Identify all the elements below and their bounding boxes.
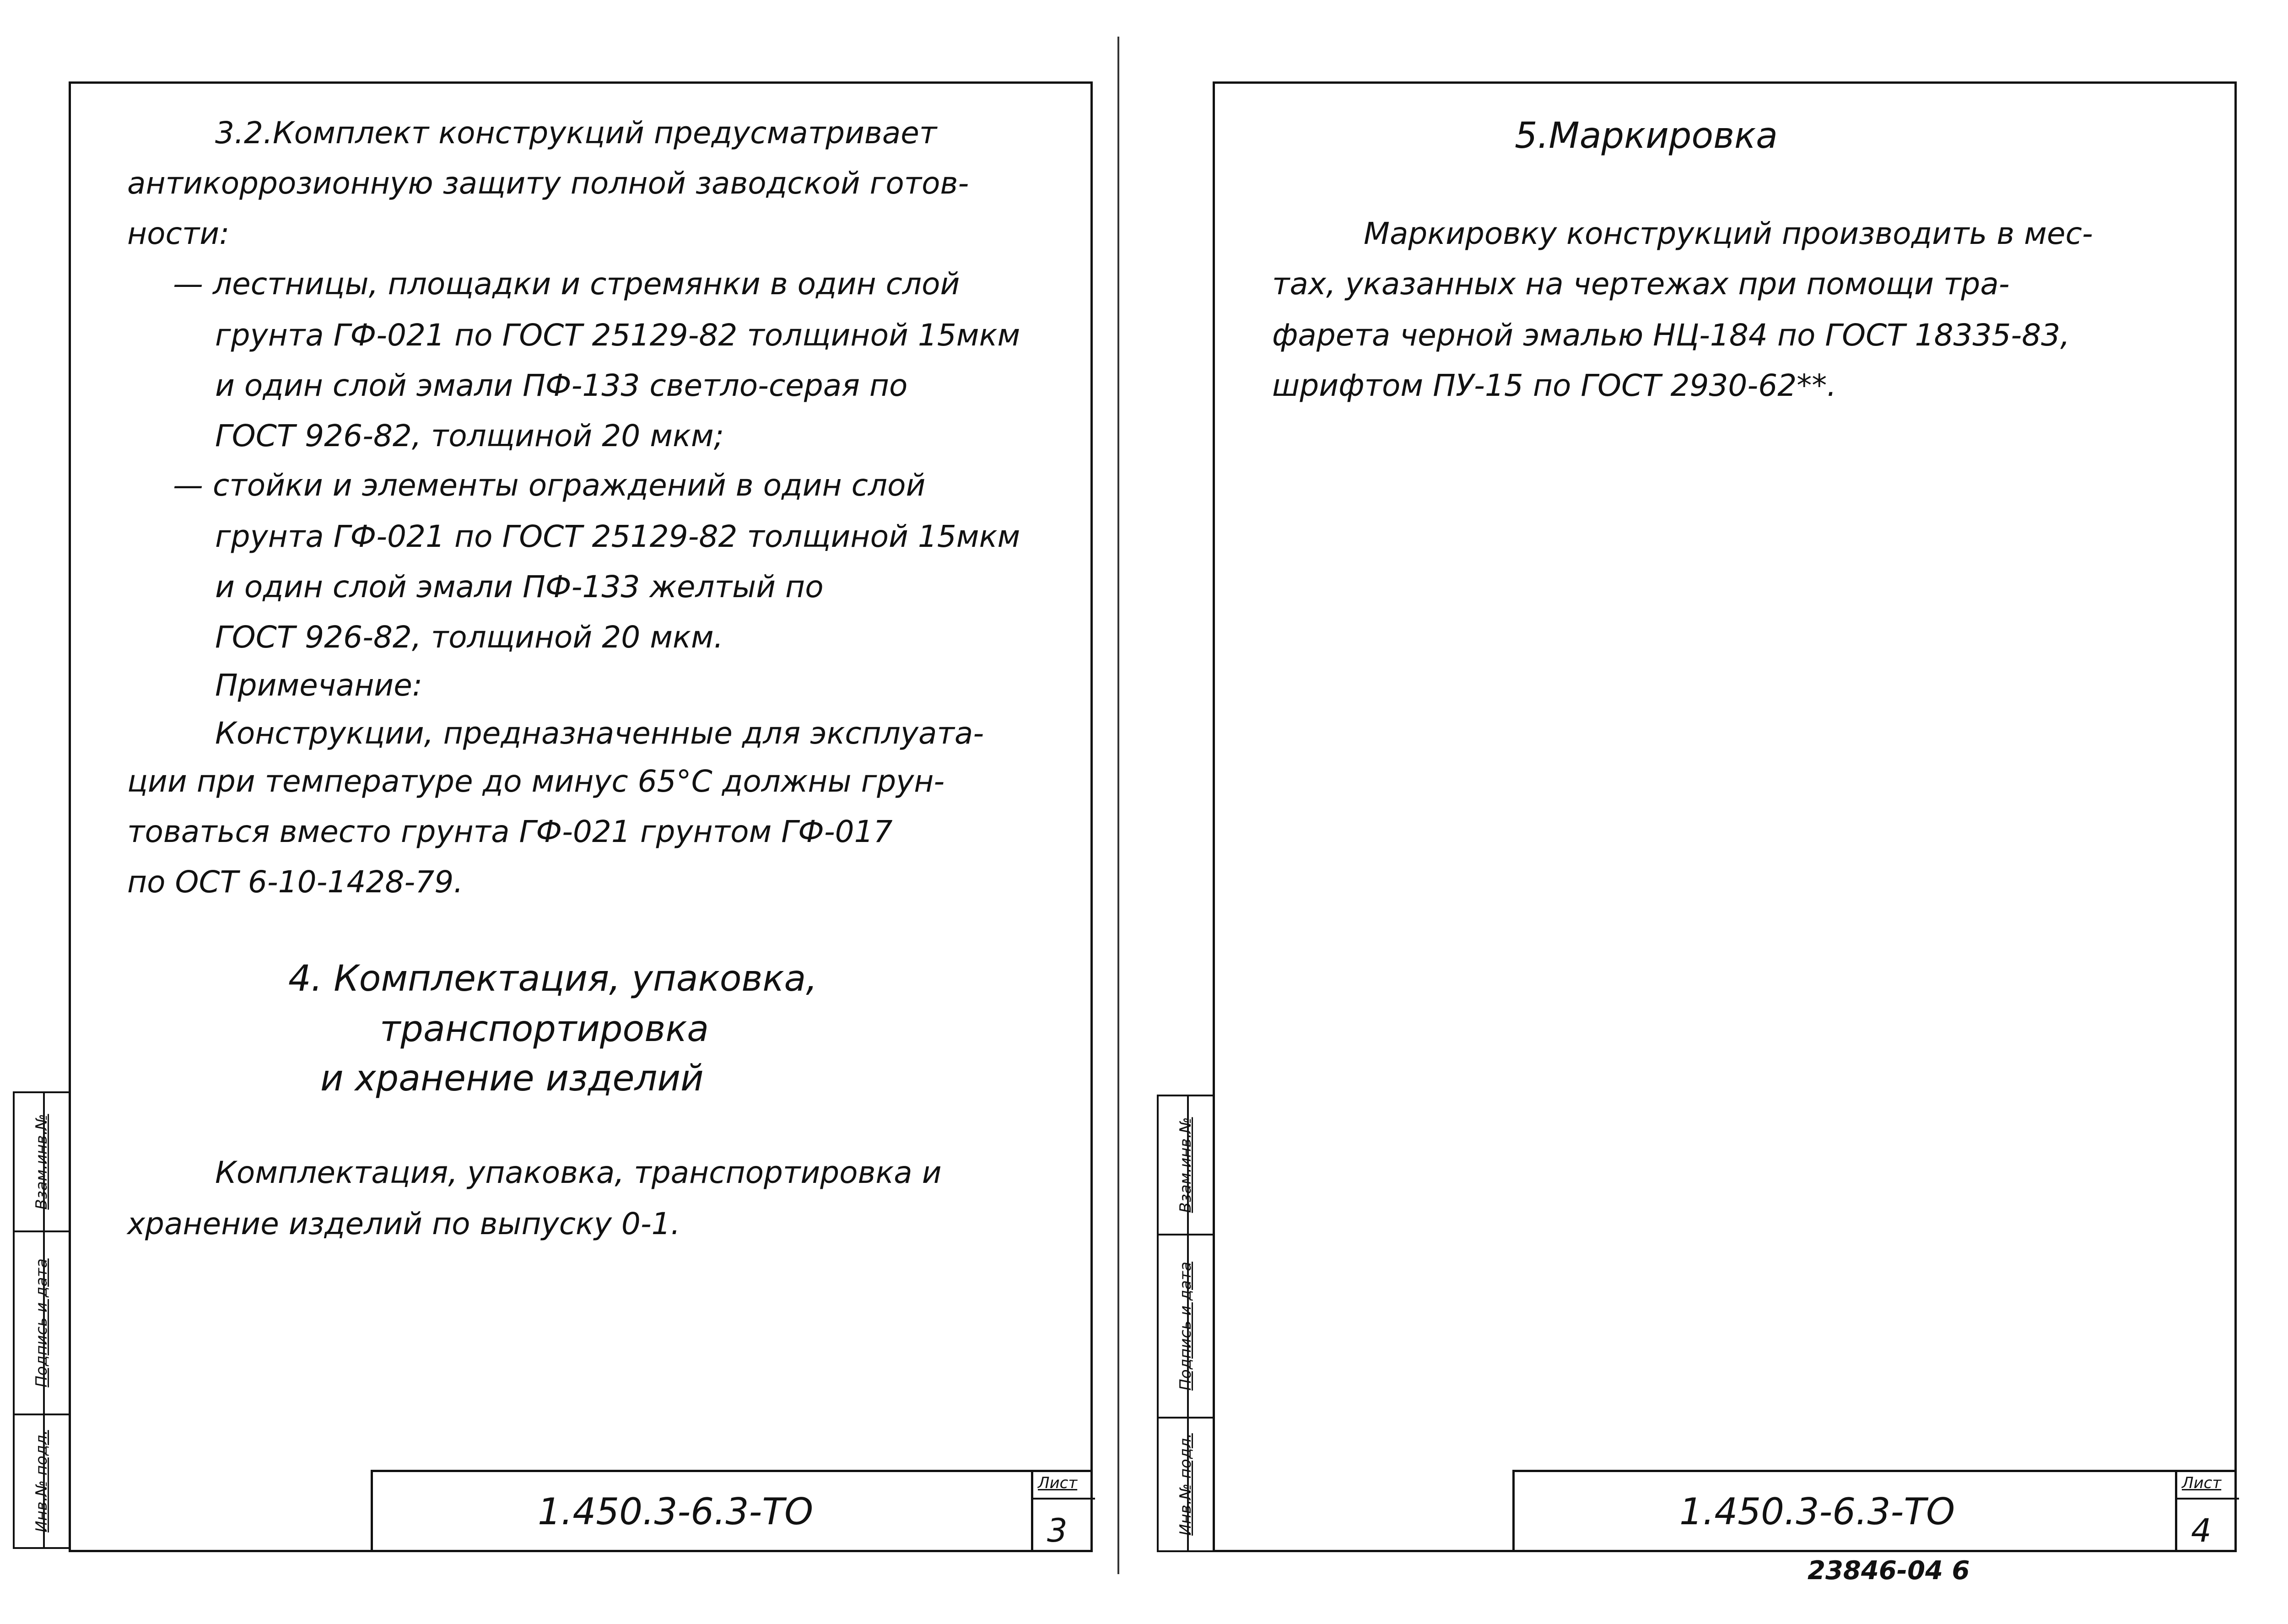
side-cell	[15, 1414, 69, 1547]
footer-stamp: 23846-04 6	[1808, 1556, 1970, 1586]
text-line: грунта ГФ-021 по ГОСТ 25129-82 толщиной 15мкм	[215, 519, 1020, 554]
heading-line: 4. Комплектация, упаковка,	[288, 958, 818, 999]
text-line: Конструкции, предназначенные для эксплуата-	[215, 716, 984, 751]
section-heading-5: 5.Маркировка	[1515, 115, 1778, 156]
text-line: и один слой эмали ПФ-133 светло-серая по	[215, 368, 908, 403]
sheet-number-box	[2175, 1472, 2239, 1552]
left-side-strip	[13, 1091, 70, 1549]
right-sheet	[1213, 81, 2237, 1552]
side-cell	[1159, 1096, 1213, 1234]
sheet-label: Лист	[2182, 1474, 2222, 1492]
center-gutter-line	[1117, 37, 1119, 1574]
heading-line: и хранение изделий	[320, 1058, 704, 1099]
side-cell	[1159, 1417, 1213, 1550]
text-line: товаться вместо грунта ГФ-021 грунтом ГФ-017	[127, 814, 893, 849]
side-label: Подпись и дата	[32, 1258, 51, 1387]
sheet-number: 4	[2191, 1512, 2212, 1549]
side-cell	[15, 1230, 69, 1414]
side-label: Инв.№ подл.	[1176, 1433, 1195, 1536]
text-line: ности:	[127, 216, 230, 251]
document-code: 1.450.3-6.3-ТО	[1679, 1490, 1955, 1533]
left-title-block	[371, 1470, 1093, 1552]
text-line: ГОСТ 926-82, толщиной 20 мкм.	[215, 620, 723, 655]
side-label: Подпись и дата	[1176, 1262, 1195, 1391]
text-line: антикоррозионную защиту полной заводской готов-	[127, 166, 969, 201]
text-line: грунта ГФ-021 по ГОСТ 25129-82 толщиной 15мкм	[215, 318, 1020, 353]
sheet-box-divider	[2177, 1498, 2239, 1500]
right-title-block	[1512, 1470, 2237, 1552]
text-line: Примечание:	[215, 668, 423, 703]
sheet-number-box	[1031, 1472, 1095, 1552]
document-code: 1.450.3-6.3-ТО	[538, 1490, 814, 1533]
text-line: Маркировку конструкций производить в мес-	[1364, 216, 2093, 251]
text-line: и один слой эмали ПФ-133 желтый по	[215, 569, 824, 604]
heading-line: транспортировка	[380, 1009, 709, 1050]
text-line: фарета черной эмалью НЦ-184 по ГОСТ 18335-83,	[1272, 318, 2070, 353]
side-cell	[1159, 1234, 1213, 1417]
text-line: шрифтом ПУ-15 по ГОСТ 2930-62**.	[1272, 368, 1837, 403]
sheet-label: Лист	[1038, 1474, 1078, 1492]
side-divider	[43, 1093, 45, 1547]
text-line: хранение изделий по выпуску 0-1.	[127, 1206, 680, 1241]
side-label: Инв.№ подл.	[32, 1430, 51, 1532]
text-line: — стойки и элементы ограждений в один слой	[173, 468, 926, 503]
text-line: ции при температуре до минус 65°С должны грун-	[127, 764, 945, 799]
side-divider	[1187, 1096, 1189, 1550]
text-line: тах, указанных на чертежах при помощи тра-	[1272, 266, 2010, 302]
text-line: 3.2.Комплект конструкций предусматривает	[215, 115, 937, 151]
text-line: Комплектация, упаковка, транспортировка и	[215, 1155, 942, 1190]
text-line: ГОСТ 926-82, толщиной 20 мкм;	[215, 418, 724, 453]
side-label: Взам.инв.№	[1176, 1117, 1195, 1213]
text-line: — лестницы, площадки и стремянки в один слой	[173, 266, 960, 302]
text-line: по ОСТ 6-10-1428-79.	[127, 864, 464, 900]
right-side-strip	[1157, 1095, 1214, 1552]
sheet-number: 3	[1047, 1512, 1068, 1549]
side-cell	[15, 1093, 69, 1230]
side-label: Взам.инв.№	[32, 1114, 51, 1210]
sheet-box-divider	[1033, 1498, 1095, 1500]
